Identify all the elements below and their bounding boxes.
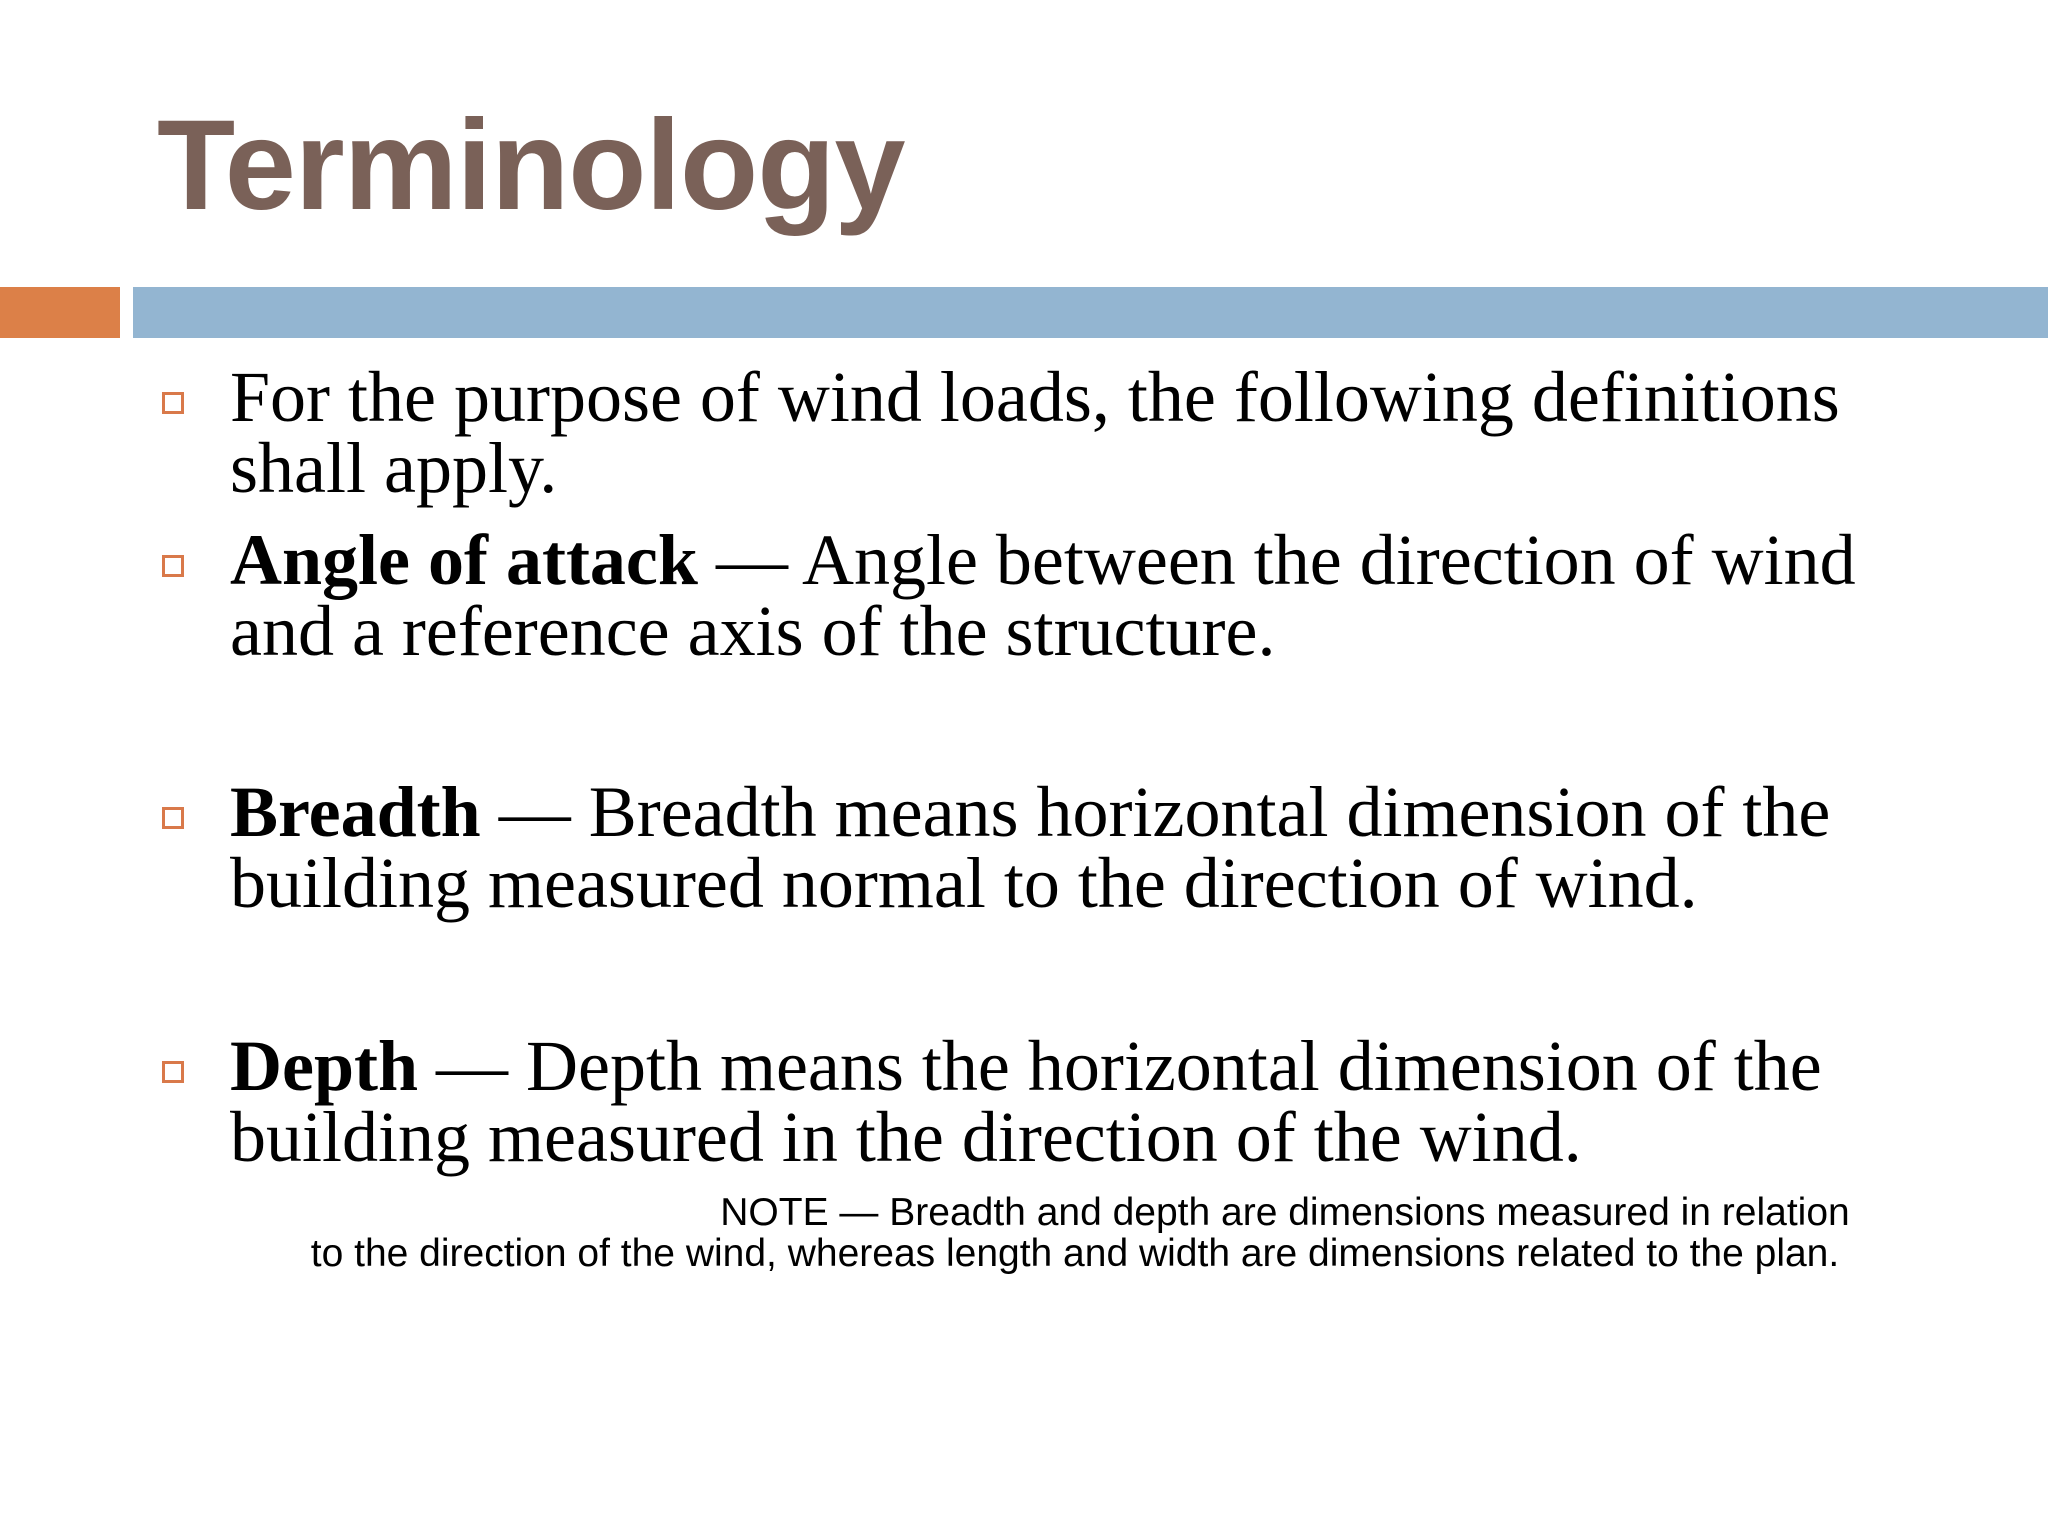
accent-band-orange xyxy=(0,287,120,338)
bullet-text xyxy=(230,772,1940,923)
bullet-square-icon xyxy=(162,1061,184,1083)
bullet-text xyxy=(230,357,1940,508)
bullet-body: Breadth means horizontal dimension of the building measured normal to the direction of wind. xyxy=(230,772,1831,923)
bullet-text xyxy=(230,520,1940,671)
bullet-term: Breadth xyxy=(230,772,481,852)
bullet-body: Depth means the horizontal dimension of the building measured in the direction of the wind. xyxy=(230,1026,1822,1177)
note-line-2: to the direction of the wind, whereas length and width are dimensions related to the plan. xyxy=(310,1232,1840,1275)
bullet-body: Angle between the direction of wind and a reference axis of the structure. xyxy=(230,520,1856,671)
bullet-term: Depth xyxy=(230,1026,419,1106)
bullet-separator: — xyxy=(697,520,802,600)
bullet-square-icon xyxy=(162,807,184,829)
bullet-separator: — xyxy=(418,1026,527,1106)
bullet-square-icon xyxy=(162,392,184,414)
slide-title: Terminology xyxy=(157,94,905,237)
bullet-square-icon xyxy=(162,555,184,577)
note-text xyxy=(220,1192,1930,1274)
bullet-body: For the purpose of wind loads, the following definitions shall apply. xyxy=(230,357,1840,508)
bullet-separator: — xyxy=(480,772,589,852)
note-line-1: NOTE — Breadth and depth are dimensions measured in relation xyxy=(720,1191,1850,1234)
bullet-term: Angle of attack xyxy=(230,520,698,600)
bullet-text xyxy=(230,1026,1940,1177)
accent-band-blue xyxy=(133,287,2048,338)
